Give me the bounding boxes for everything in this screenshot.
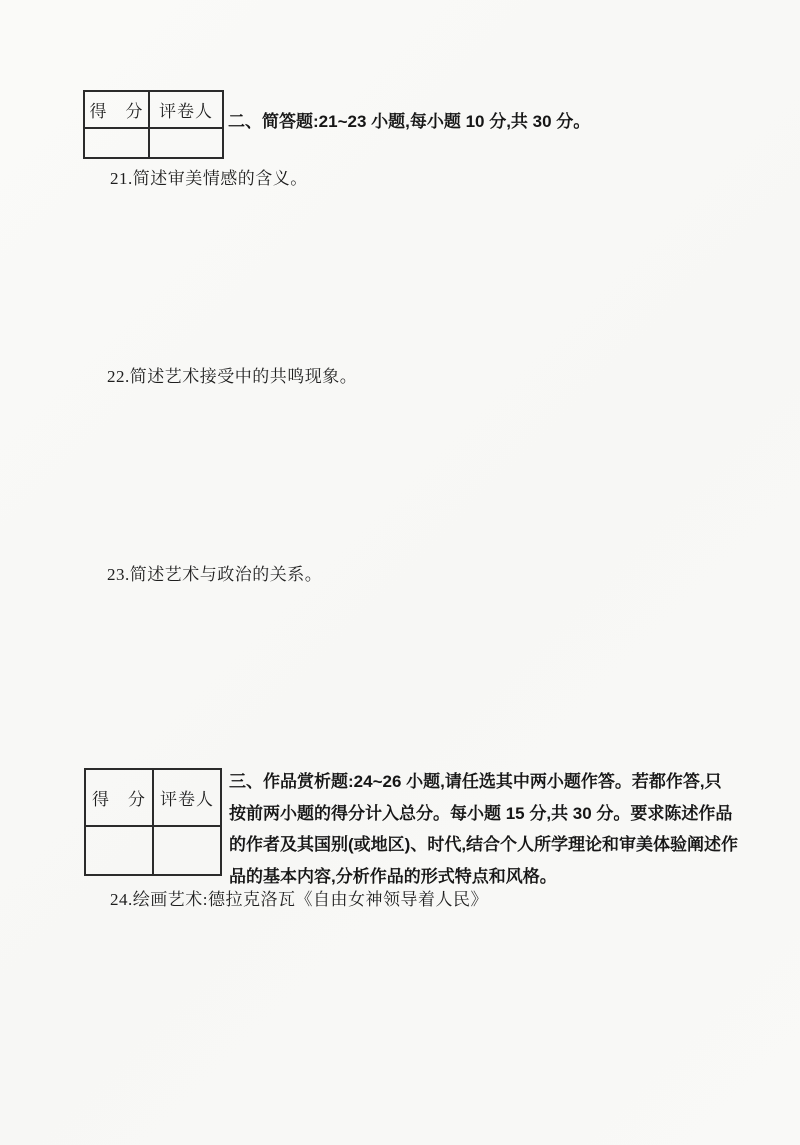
grader-label: 评卷人	[154, 770, 220, 827]
question-24: 24.绘画艺术:德拉克洛瓦《自由女神领导着人民》	[110, 890, 488, 909]
score-entry-cell	[85, 129, 150, 157]
grading-table-section-three	[84, 768, 222, 876]
grader-label: 评卷人	[150, 92, 222, 129]
question-21: 21.简述审美情感的含义。	[110, 169, 308, 188]
section-three-heading-line-2: 按前两小题的得分计入总分。每小题 15 分,共 30 分。要求陈述作品	[229, 803, 733, 823]
score-label: 得 分	[85, 92, 150, 129]
question-23: 23.简述艺术与政治的关系。	[107, 565, 323, 584]
grading-table-section-two	[83, 90, 224, 159]
grader-entry-cell	[150, 129, 222, 157]
grader-entry-cell	[154, 827, 220, 874]
section-three-heading-line-4: 品的基本内容,分析作品的形式特点和风格。	[229, 866, 557, 886]
section-three-heading	[229, 766, 774, 892]
question-22: 22.简述艺术接受中的共鸣现象。	[107, 367, 358, 386]
section-three-heading-line-3: 的作者及其国别(或地区)、时代,结合个人所学理论和审美体验阐述作	[229, 835, 739, 854]
section-two-heading: 二、简答题:21~23 小题,每小题 10 分,共 30 分。	[228, 112, 591, 131]
score-label: 得 分	[86, 770, 154, 827]
section-three-heading-line-1: 三、作品赏析题:24~26 小题,请任选其中两小题作答。若都作答,只	[229, 772, 722, 791]
score-entry-cell	[86, 827, 154, 874]
